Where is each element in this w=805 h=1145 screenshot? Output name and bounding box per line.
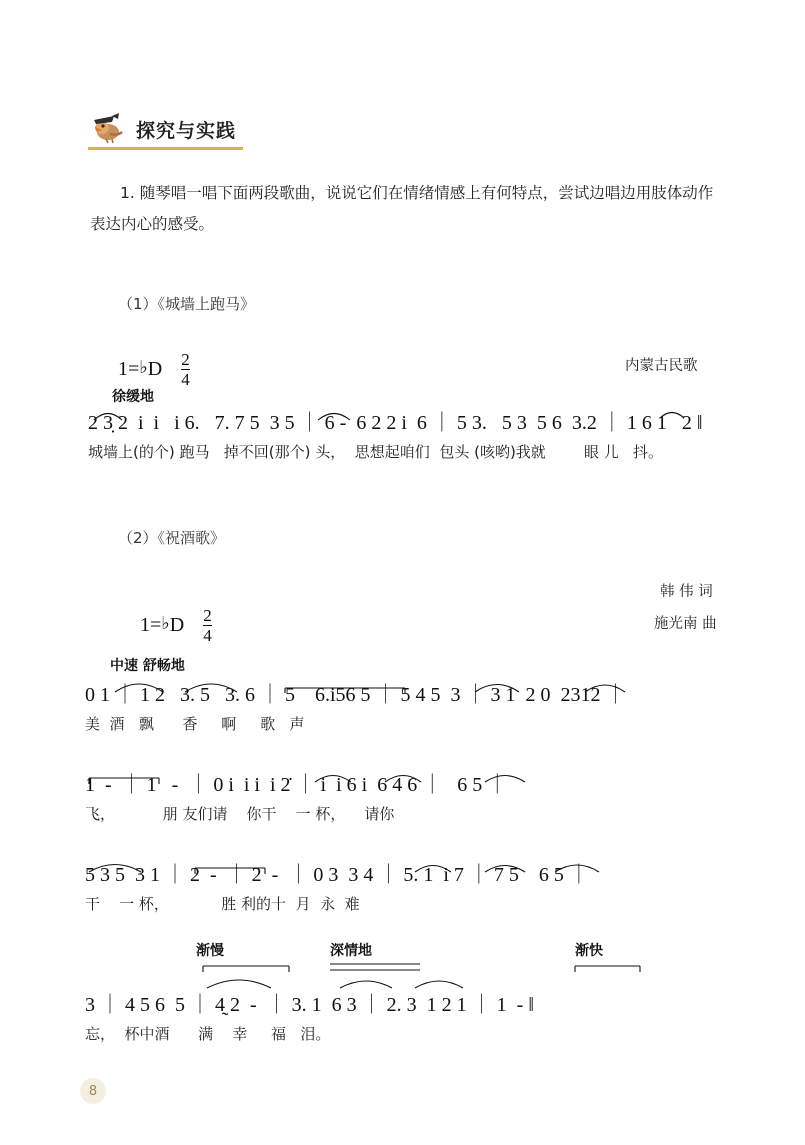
song-2-staff-line-1 [85,682,626,736]
song-2-lyrics-1: 美 酒 飘 香 啊 歌 声 [85,715,305,733]
song-1-label: （1）《城墙上跑马》 [118,295,256,313]
song-2-flat-symbol: ♭ [161,613,170,634]
expression-mark-affettuoso: 深情地 [330,943,372,959]
song-2-staff-line-3 [85,862,589,916]
song-2-key-prefix: 1= [140,614,162,637]
song-1-credit: 内蒙古民歌 [625,358,698,374]
song-1-meter-numerator: 2 [181,350,190,369]
song-2-time-signature [203,607,212,644]
song-1-key-signature [118,352,190,389]
song-2-label: （2）《祝酒歌》 [118,529,226,547]
song-2-lyrics-4: 忘， 杯中酒 满 幸 福 泪。 [85,1025,331,1043]
song-2-lyricist-credit: 韩 伟 词 [660,584,713,600]
bird-graduate-icon [88,110,130,144]
song-1-tempo-marking: 徐缓地 [112,389,154,405]
song-2-key-letter: D [169,614,185,637]
song-2-notes-4: 3 ｜ 4 5 6 5 ｜ 4̰ 2 - ｜ 3. 1 6 3 ｜ 2. 3 1 2 1 ｜ 1 - ‖ [85,994,534,1016]
page-number: 8 [80,1078,106,1104]
song-2-notes-1: 0 1 ｜ 1 2 3. 5 3. 6 ｜ 5 6.i56 5 ｜ 5 4 5 3 ｜ 3 1 2 0 2312 ｜ [85,684,626,706]
section-title-underline [88,147,243,150]
song-2-staff-line-2 [85,772,507,826]
expression-mark-accelerando: 渐快 [575,943,603,959]
song-2-composer-credit: 施光南 曲 [654,616,717,632]
song-2-expression-brackets [85,952,735,996]
song-2-tempo-marking: 中速 舒畅地 [110,658,185,674]
song-2-key-signature [140,608,212,645]
song-1-notes-1: 2 3̣ 2 i i i 6. 7. 7 5 3 5 ｜ 6 - 6 2 2 i 6 ｜ 5 3. 5 3 5 6 3.2 ｜ 1 6 1 2 ‖ [88,412,703,434]
song-2-staff-line-4 [85,992,534,1046]
expression-mark-ritardando: 渐慢 [196,943,224,959]
section-title: 探究与实践 [136,120,237,142]
song-2-meter-denominator: 4 [203,626,212,645]
song-1-key-letter: D [147,358,163,381]
song-2-notes-3: 5 3 5 3 1 ｜ 2 - ｜ 2 - ｜ 0 3 3 4 ｜ 5. 1 i 7 ｜ 7 5 6 5 ｜ [85,864,589,886]
intro-paragraph: 1. 随琴唱一唱下面两段歌曲，说说它们在情绪情感上有何特点，尝试边唱边用肢体动作表达内心的感受。 [90,184,714,233]
song-1-time-signature [181,351,190,388]
song-1-lyrics-1: 城墙上(的个) 跑马 掉不回(那个) 头， 思想起咱们 包头 (咳哟)我就 眼 儿 抖。 [88,443,664,461]
song-1-flat-symbol: ♭ [139,357,148,378]
song-2-meter-numerator: 2 [203,606,212,625]
song-1-staff-line-1 [88,410,703,464]
song-1-meter-denominator: 4 [181,370,190,389]
song-2-lyrics-3: 干 一 杯， 胜 利的十 月 永 难 [85,895,360,913]
song-1-key-prefix: 1= [118,358,140,381]
song-2-notes-2: 1 - ｜ 1 - ｜ 0 i i i i 2̇ ｜ i i 6 i 6 4 6 ｜ 6 5 ｜ [85,774,508,796]
song-2-lyrics-2: 飞， 朋 友们请 你干 一 杯， 请你 [85,805,395,823]
section-header [88,110,236,144]
